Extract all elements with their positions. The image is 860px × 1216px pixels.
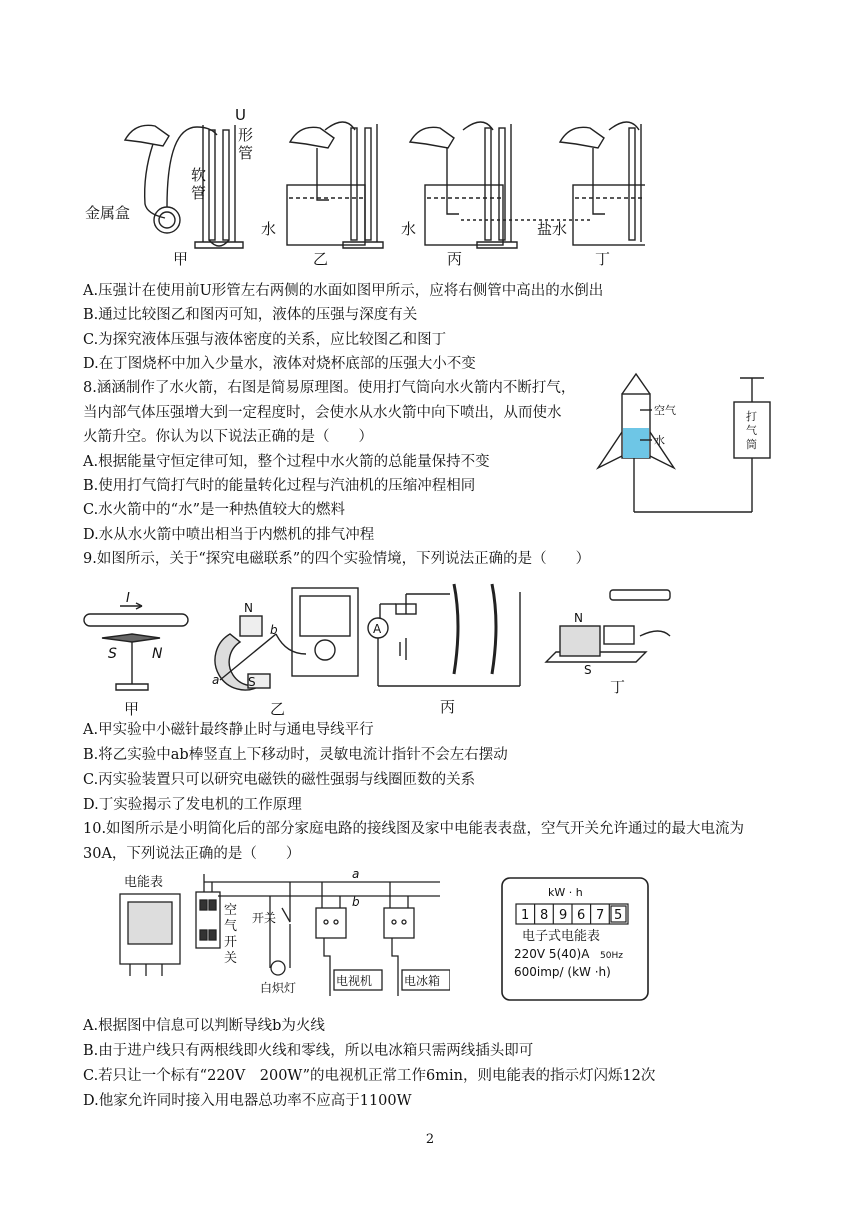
q7-option-b: B.通过比较图乙和图丙可知，液体的压强与深度有关 bbox=[83, 307, 418, 323]
circuit-label-breaker-4: 关 bbox=[224, 951, 238, 966]
circuit-label-breaker-3: 开 bbox=[224, 935, 238, 950]
figure-energy-meter-panel bbox=[500, 876, 650, 1002]
q9-option-b: B.将乙实验中ab棒竖直上下移动时，灵敏电流计指针不会左右摆动 bbox=[83, 747, 508, 763]
q9-caption-bing: 丙 bbox=[440, 698, 456, 716]
q10-option-a: A.根据图中信息可以判断导线b为火线 bbox=[83, 1018, 325, 1034]
q8-stem-line-3: 火箭升空。你认为以下说法正确的是（ ） bbox=[83, 429, 373, 445]
caption-bing: 丙 bbox=[447, 250, 463, 268]
q8-option-c: C.水火箭中的“水”是一种热值较大的燃料 bbox=[83, 502, 346, 518]
rocket-label-water: 水 bbox=[654, 434, 665, 447]
q9-label-s: S bbox=[108, 646, 117, 662]
q10-option-d: D.他家允许同时接入用电器总功率不应高于1100W bbox=[83, 1093, 412, 1109]
label-hose-1: 软 bbox=[191, 166, 207, 184]
q9-label-ammeter: A bbox=[373, 622, 382, 636]
meter-digit-4: 6 bbox=[577, 908, 586, 923]
pump-label-2: 气 bbox=[746, 424, 757, 437]
label-u-tube-1: 形 bbox=[238, 126, 254, 144]
q10-stem-line-1: 10.如图所示是小明简化后的部分家庭电路的接线图及家中电能表表盘，空气开关允许通过的最大电流为 bbox=[83, 821, 745, 837]
pump-label-3: 筒 bbox=[746, 438, 757, 451]
q8-option-a: A.根据能量守恒定律可知，整个过程中水火箭的总能量保持不变 bbox=[83, 454, 490, 470]
meter-digit-3: 9 bbox=[559, 908, 568, 923]
q9-label-n2: N bbox=[244, 601, 253, 615]
caption-yi: 乙 bbox=[313, 250, 329, 268]
q9-label-s3: S bbox=[584, 663, 592, 677]
caption-ding: 丁 bbox=[595, 250, 611, 268]
q9-label-current: I bbox=[126, 591, 130, 606]
q9-label-n3: N bbox=[574, 611, 583, 625]
q9-caption-yi: 乙 bbox=[270, 700, 286, 718]
label-salt-water: 盐水 bbox=[537, 220, 568, 238]
q9-label-s2: S bbox=[248, 675, 256, 689]
q8-option-d: D.水从水火箭中喷出相当于内燃机的排气冲程 bbox=[83, 527, 375, 543]
q9-option-d: D.丁实验揭示了发电机的工作原理 bbox=[83, 797, 302, 813]
rocket-label-air: 空气 bbox=[654, 404, 676, 417]
q7-option-c: C.为探究液体压强与液体密度的关系，应比较图乙和图丁 bbox=[83, 332, 447, 348]
label-u-tube-2: 管 bbox=[238, 144, 254, 162]
q9-label-a: a bbox=[212, 673, 220, 687]
q8-stem-line-1: 8.涵涵制作了水火箭，右图是简易原理图。使用打气筒向水火箭内不断打气， bbox=[83, 380, 576, 396]
circuit-label-tv: 电视机 bbox=[336, 974, 373, 988]
circuit-label-breaker-2: 气 bbox=[224, 919, 238, 934]
circuit-label-switch: 开关 bbox=[252, 911, 277, 925]
q10-option-c: C.若只让一个标有“220V 200W”的电视机正常工作6min，则电能表的指示灯闪烁12次 bbox=[83, 1068, 656, 1084]
q9-caption-ding: 丁 bbox=[610, 678, 626, 696]
q10-option-b: B.由于进户线只有两根线即火线和零线，所以电冰箱只需两线插头即可 bbox=[83, 1043, 534, 1059]
q8-option-b: B.使用打气筒打气时的能量转化过程与汽油机的压缩冲程相同 bbox=[83, 478, 476, 494]
circuit-label-breaker-1: 空 bbox=[224, 903, 238, 918]
figure-household-circuit bbox=[100, 864, 450, 1004]
meter-spec: 220V 5(40)A bbox=[514, 947, 590, 961]
label-hose-2: 管 bbox=[191, 184, 207, 202]
q7-option-d: D.在丁图烧杯中加入少量水，液体对烧杯底部的压强大小不变 bbox=[83, 356, 476, 372]
label-water-2: 水 bbox=[401, 220, 417, 238]
meter-digit-2: 8 bbox=[540, 908, 549, 923]
circuit-label-lamp: 白炽灯 bbox=[260, 981, 297, 995]
meter-freq: 50Hz bbox=[600, 951, 623, 961]
label-metal-box: 金属盒 bbox=[85, 204, 131, 222]
meter-unit: kW · h bbox=[548, 886, 583, 899]
q7-option-a: A.压强计在使用前U形管左右两侧的水面如图甲所示，应将右侧管中高出的水倒出 bbox=[83, 283, 604, 299]
q9-option-c: C.丙实验装置只可以研究电磁铁的磁性强弱与线圈匝数的关系 bbox=[83, 772, 476, 788]
q9-label-n: N bbox=[152, 646, 163, 662]
label-water-1: 水 bbox=[261, 220, 277, 238]
meter-digit-1: 1 bbox=[521, 908, 530, 923]
circuit-label-wire-a: a bbox=[352, 867, 360, 881]
circuit-label-wire-b: b bbox=[352, 895, 360, 909]
meter-digit-5: 7 bbox=[596, 908, 605, 923]
circuit-label-fridge: 电冰箱 bbox=[404, 974, 441, 988]
meter-title: 电子式电能表 bbox=[522, 929, 601, 944]
pump-label-1: 打 bbox=[746, 410, 757, 423]
figure-electromagnetism bbox=[80, 576, 700, 718]
caption-jia: 甲 bbox=[173, 250, 189, 268]
label-u: U bbox=[235, 106, 246, 124]
q9-caption-jia: 甲 bbox=[124, 700, 140, 718]
q9-option-a: A.甲实验中小磁针最终静止时与通电导线平行 bbox=[83, 722, 374, 738]
q9-label-b: b bbox=[270, 623, 278, 637]
circuit-label-meter: 电能表 bbox=[124, 875, 164, 890]
figure-pressure-gauge bbox=[85, 100, 645, 272]
q8-stem-line-2: 当内部气体压强增大到一定程度时，会使水从水火箭中向下喷出，从而使水 bbox=[83, 405, 562, 421]
figure-water-rocket bbox=[594, 372, 794, 524]
meter-imp: 600imp/ (kW ·h) bbox=[514, 965, 611, 979]
page-number: 2 bbox=[425, 1132, 435, 1147]
q10-stem-line-2: 30A，下列说法正确的是（ ） bbox=[83, 846, 301, 862]
q9-stem: 9.如图所示，关于“探究电磁联系”的四个实验情境，下列说法正确的是（ ） bbox=[83, 551, 591, 567]
meter-digit-6: 5 bbox=[614, 908, 623, 923]
